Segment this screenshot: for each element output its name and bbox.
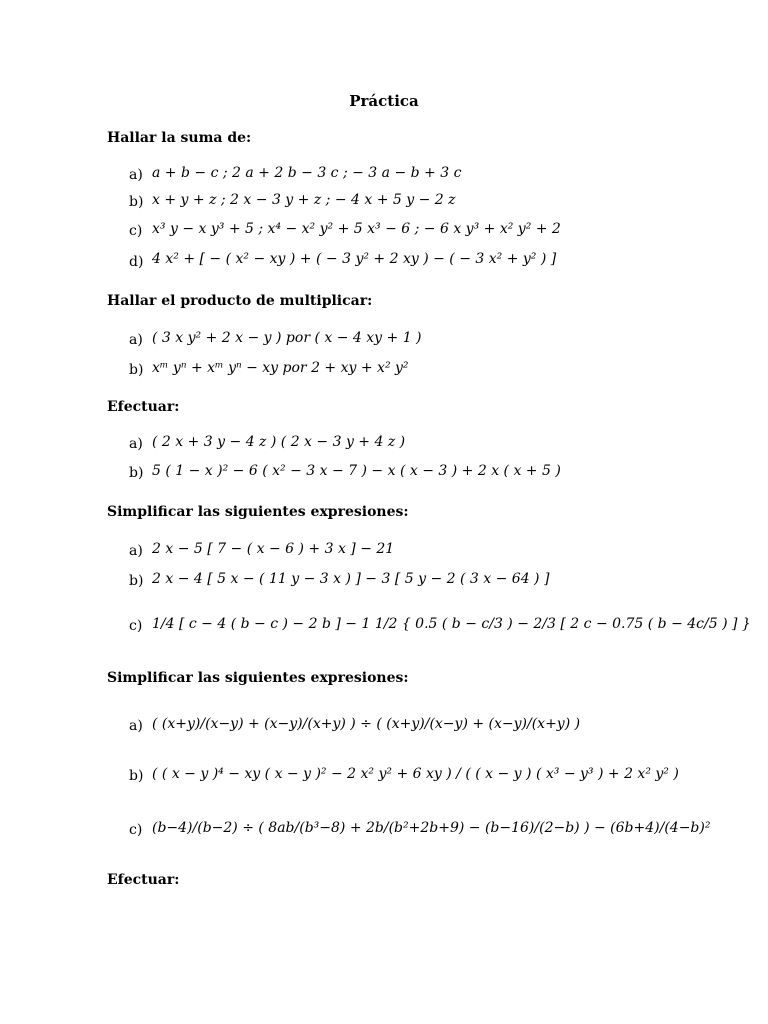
math-expression: 2 x − 4 [ 5 x − ( 11 y − 3 x ) ] − 3 [ 5 y − 2 ( 3 x − 64 ) ] (152, 571, 550, 587)
section-heading-suma: Hallar la suma de: (107, 130, 252, 146)
math-expression: ( 2 x + 3 y − 4 z ) ( 2 x − 3 y + 4 z ) (152, 434, 406, 450)
item-label: c) (129, 618, 143, 634)
item-label: b) (129, 194, 144, 210)
item-label: a) (129, 543, 143, 559)
section-heading-producto: Hallar el producto de multiplicar: (107, 293, 373, 309)
item-label: d) (129, 254, 144, 270)
section-heading-simplificar: Simplificar las siguientes expresiones: (107, 504, 409, 520)
math-expression: (b−4)/(b−2) ÷ ( 8ab/(b³−8) + 2b/(b²+2b+9) − (b−16)/(2−b) ) − (6b+4)/(4−b)² (152, 820, 711, 836)
item-label: b) (129, 573, 144, 589)
math-expression: 5 ( 1 − x )² − 6 ( x² − 3 x − 7 ) − x ( x − 3 ) + 2 x ( x + 5 ) (152, 463, 561, 479)
math-expression: 2 x − 5 [ 7 − ( x − 6 ) + 3 x ] − 21 (152, 541, 395, 557)
item-label: b) (129, 768, 144, 784)
math-expression: ( 3 x y² + 2 x − y ) por ( x − 4 xy + 1 ) (152, 330, 422, 346)
item-label: c) (129, 223, 143, 239)
item-label: a) (129, 167, 143, 183)
page-title: Práctica (349, 92, 419, 110)
item-label: b) (129, 362, 144, 378)
section-heading-efectuar: Efectuar: (107, 399, 180, 415)
math-expression: xᵐ yⁿ + xᵐ yⁿ − xy por 2 + xy + x² y² (152, 360, 409, 376)
item-label: a) (129, 718, 143, 734)
math-expression: ( ( x − y )⁴ − xy ( x − y )² − 2 x² y² + 6 xy ) / ( ( x − y ) ( x³ − y³ ) + 2 x² y² ) (152, 766, 679, 782)
section-heading-simplificar-2: Simplificar las siguientes expresiones: (107, 670, 409, 686)
item-label: a) (129, 436, 143, 452)
item-label: b) (129, 465, 144, 481)
section-heading-efectuar-2: Efectuar: (107, 872, 180, 888)
math-expression: ( (x+y)/(x−y) + (x−y)/(x+y) ) ÷ ( (x+y)/(x−y) + (x−y)/(x+y) ) (152, 716, 581, 732)
math-expression: 1/4 [ c − 4 ( b − c ) − 2 b ] − 1 1/2 { 0.5 ( b − c/3 ) − 2/3 [ 2 c − 0.75 ( b − 4c/5 ) ] } (152, 616, 751, 632)
math-expression: 4 x² + [ − ( x² − xy ) + ( − 3 y² + 2 xy ) − ( − 3 x² + y² ) ] (152, 251, 557, 267)
math-expression: x + y + z ; 2 x − 3 y + z ; − 4 x + 5 y − 2 z (152, 192, 456, 208)
math-expression: a + b − c ; 2 a + 2 b − 3 c ; − 3 a − b + 3 c (152, 165, 462, 181)
math-expression: x³ y − x y³ + 5 ; x⁴ − x² y² + 5 x³ − 6 ; − 6 x y³ + x² y² + 2 (152, 221, 561, 237)
item-label: c) (129, 822, 143, 838)
item-label: a) (129, 332, 143, 348)
